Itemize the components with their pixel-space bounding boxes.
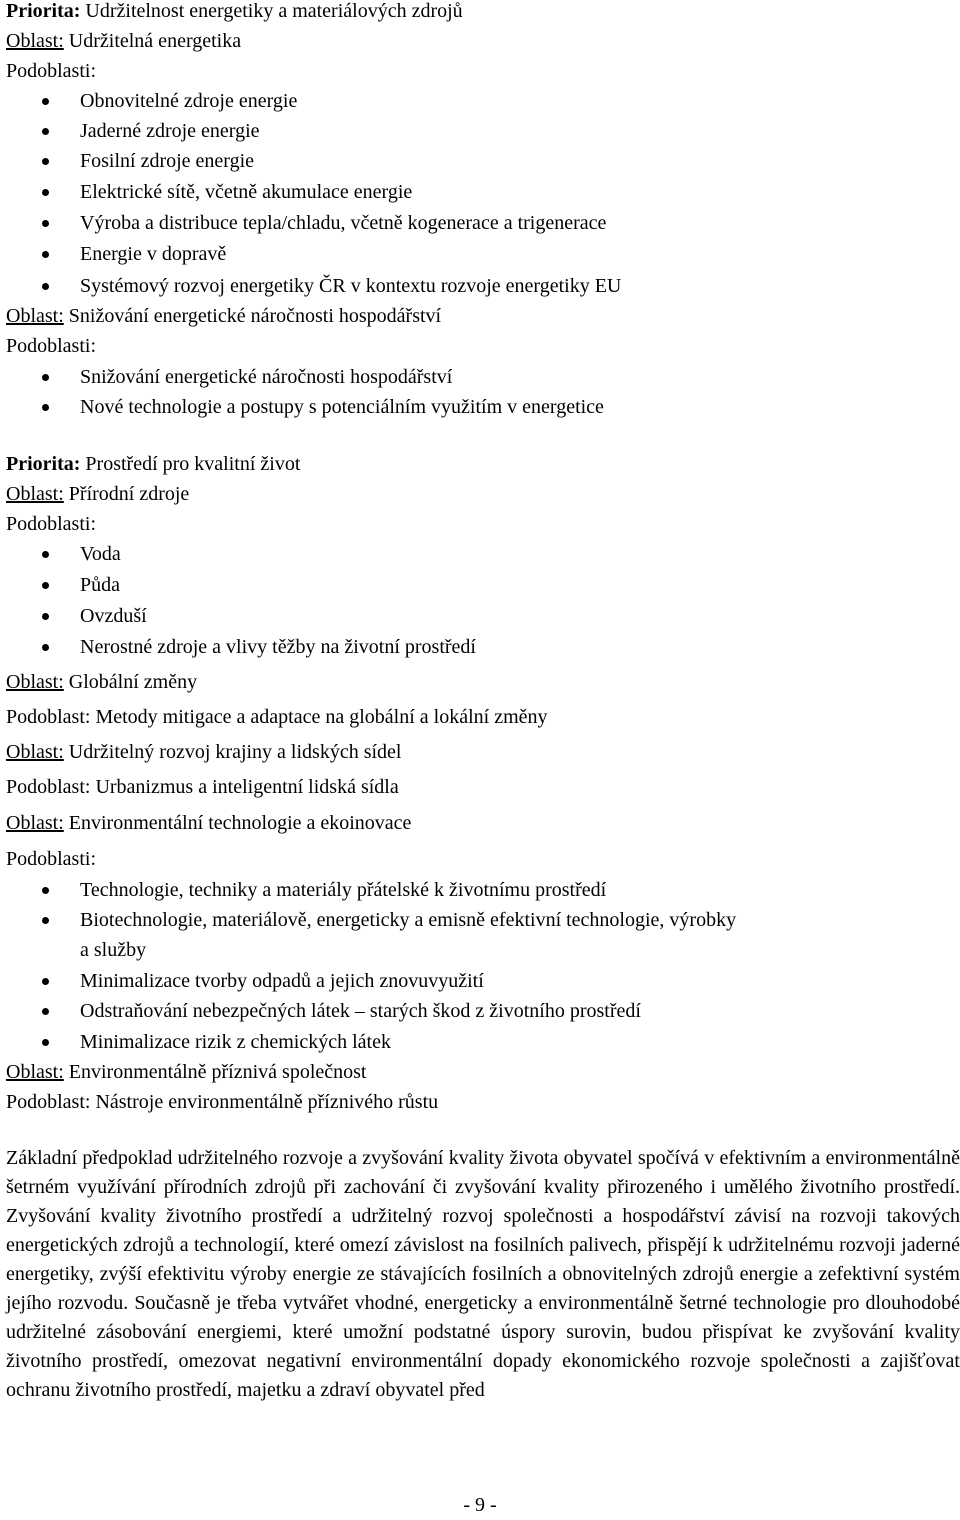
list-item: Snižování energetické náročnosti hospodářství: [80, 366, 453, 388]
list-item: Elektrické sítě, včetně akumulace energie: [80, 181, 413, 203]
area-label: Oblast:: [6, 1061, 64, 1083]
subarea-line: Podoblasti:: [6, 848, 97, 870]
area-heading: [6, 667, 197, 697]
area-label: Oblast:: [6, 30, 64, 52]
list-item: Systémový rozvoj energetiky ČR v kontextu rozvoje energetiky EU: [80, 275, 622, 297]
bullet-icon: [42, 582, 49, 589]
area-label: Oblast:: [6, 812, 64, 834]
body-paragraph: Základní předpoklad udržitelného rozvoje a zvyšování kvality života obyvatel spočívá v efektivním a environmentálně šetrném využívání přírodních zdrojů při zachování či zvyšování kvality přirozeného i umělého životního prostředí. Zvyšování kvality životního prostředí a udržitelný rozvoj společnosti a hospodářství závisí na rozvoji takových energetických zdrojů a technologií, které omezí závislost na fosilních palivech, přispějí k udržitelnému rozvoji jaderné energetiky, zvýší efektivitu výroby energie ze stávajících fosilních a obnovitelných zdrojů energie a zefektivní systém jejího rozvodu. Současně je třeba vytvářet vhodné, energeticky a environmentálně šetrné technologie pro dlouhodobé udržitelné zásobování energiemi, které umožní podstatné úspory surovin, budou přispívat ke zvyšování kvality životního prostředí, omezovat negativní environmentální dopady ekonomického rozvoje společnosti a zajišťovat ochranu životního prostředí, majetku a zdraví obyvatel před: [6, 1147, 960, 1401]
subarea-line: Podoblast: Nástroje environmentálně příznivého růstu: [6, 1091, 439, 1113]
bullet-icon: [42, 128, 49, 135]
bullet-icon: [42, 1039, 49, 1046]
area-heading: [6, 479, 189, 509]
priority-label: Priorita:: [6, 453, 81, 475]
list-item: Minimalizace rizik z chemických látek: [80, 1031, 391, 1053]
bullet-icon: [42, 158, 49, 165]
list-item: Biotechnologie, materiálově, energeticky a emisně efektivní technologie, výrobky: [80, 909, 737, 931]
list-item: Výroba a distribuce tepla/chladu, včetně kogenerace a trigenerace: [80, 212, 607, 234]
bullet-icon: [42, 644, 49, 651]
subarea-line: Podoblasti:: [6, 60, 97, 82]
bullet-icon: [42, 189, 49, 196]
area-heading: [6, 737, 401, 767]
bullet-icon: [42, 917, 49, 924]
area-title: Environmentální technologie a ekoinovace: [63, 812, 412, 834]
area-title: Snižování energetické náročnosti hospodářství: [63, 305, 442, 327]
area-heading: [6, 301, 441, 331]
bullet-icon: [42, 251, 49, 258]
area-title: Globální změny: [63, 671, 198, 693]
bullet-icon: [42, 887, 49, 894]
bullet-icon: [42, 978, 49, 985]
priority-heading: [6, 0, 463, 26]
bullet-icon: [42, 374, 49, 381]
bullet-icon: [42, 551, 49, 558]
bullet-icon: [42, 613, 49, 620]
list-item: Nerostné zdroje a vlivy těžby na životní prostředí: [80, 636, 476, 658]
list-item: Obnovitelné zdroje energie: [80, 90, 298, 112]
subarea-line: Podoblasti:: [6, 335, 97, 357]
subarea-line: Podoblasti:: [6, 513, 97, 535]
list-item: Technologie, techniky a materiály přátelské k životnímu prostředí: [80, 879, 607, 901]
bullet-icon: [42, 220, 49, 227]
area-title: Udržitelný rozvoj krajiny a lidských sídel: [63, 741, 402, 763]
list-item: a služby: [80, 939, 147, 961]
priority-heading: [6, 449, 300, 479]
area-heading: [6, 808, 411, 838]
bullet-icon: [42, 404, 49, 411]
priority-title: Prostředí pro kvalitní život: [80, 453, 301, 475]
area-title: Environmentálně příznivá společnost: [63, 1061, 367, 1083]
subarea-line: Podoblast: Urbanizmus a inteligentní lidská sídla: [6, 776, 399, 798]
list-item: Energie v dopravě: [80, 243, 227, 265]
list-item: Ovzduší: [80, 605, 147, 627]
area-title: Udržitelná energetika: [63, 30, 242, 52]
priority-label: Priorita:: [6, 0, 81, 22]
bullet-icon: [42, 283, 49, 290]
area-label: Oblast:: [6, 671, 64, 693]
area-label: Oblast:: [6, 741, 64, 763]
area-heading: [6, 1057, 366, 1087]
list-item: Jaderné zdroje energie: [80, 120, 260, 142]
list-item: Nové technologie a postupy s potenciálním využitím v energetice: [80, 396, 604, 418]
list-item: Minimalizace tvorby odpadů a jejich znovuvyužití: [80, 970, 484, 992]
list-item: Voda: [80, 543, 121, 565]
area-label: Oblast:: [6, 305, 64, 327]
area-title: Přírodní zdroje: [63, 483, 190, 505]
list-item: Fosilní zdroje energie: [80, 150, 255, 172]
page-number: - 9 -: [463, 1494, 497, 1516]
area-heading: [6, 26, 241, 56]
subarea-line: Podoblast: Metody mitigace a adaptace na globální a lokální změny: [6, 706, 548, 728]
list-item: Odstraňování nebezpečných látek – starých škod z životního prostředí: [80, 1000, 641, 1022]
list-item: Půda: [80, 574, 120, 596]
area-label: Oblast:: [6, 483, 64, 505]
bullet-icon: [42, 98, 49, 105]
priority-title: Udržitelnost energetiky a materiálových zdrojů: [80, 0, 463, 22]
bullet-icon: [42, 1008, 49, 1015]
